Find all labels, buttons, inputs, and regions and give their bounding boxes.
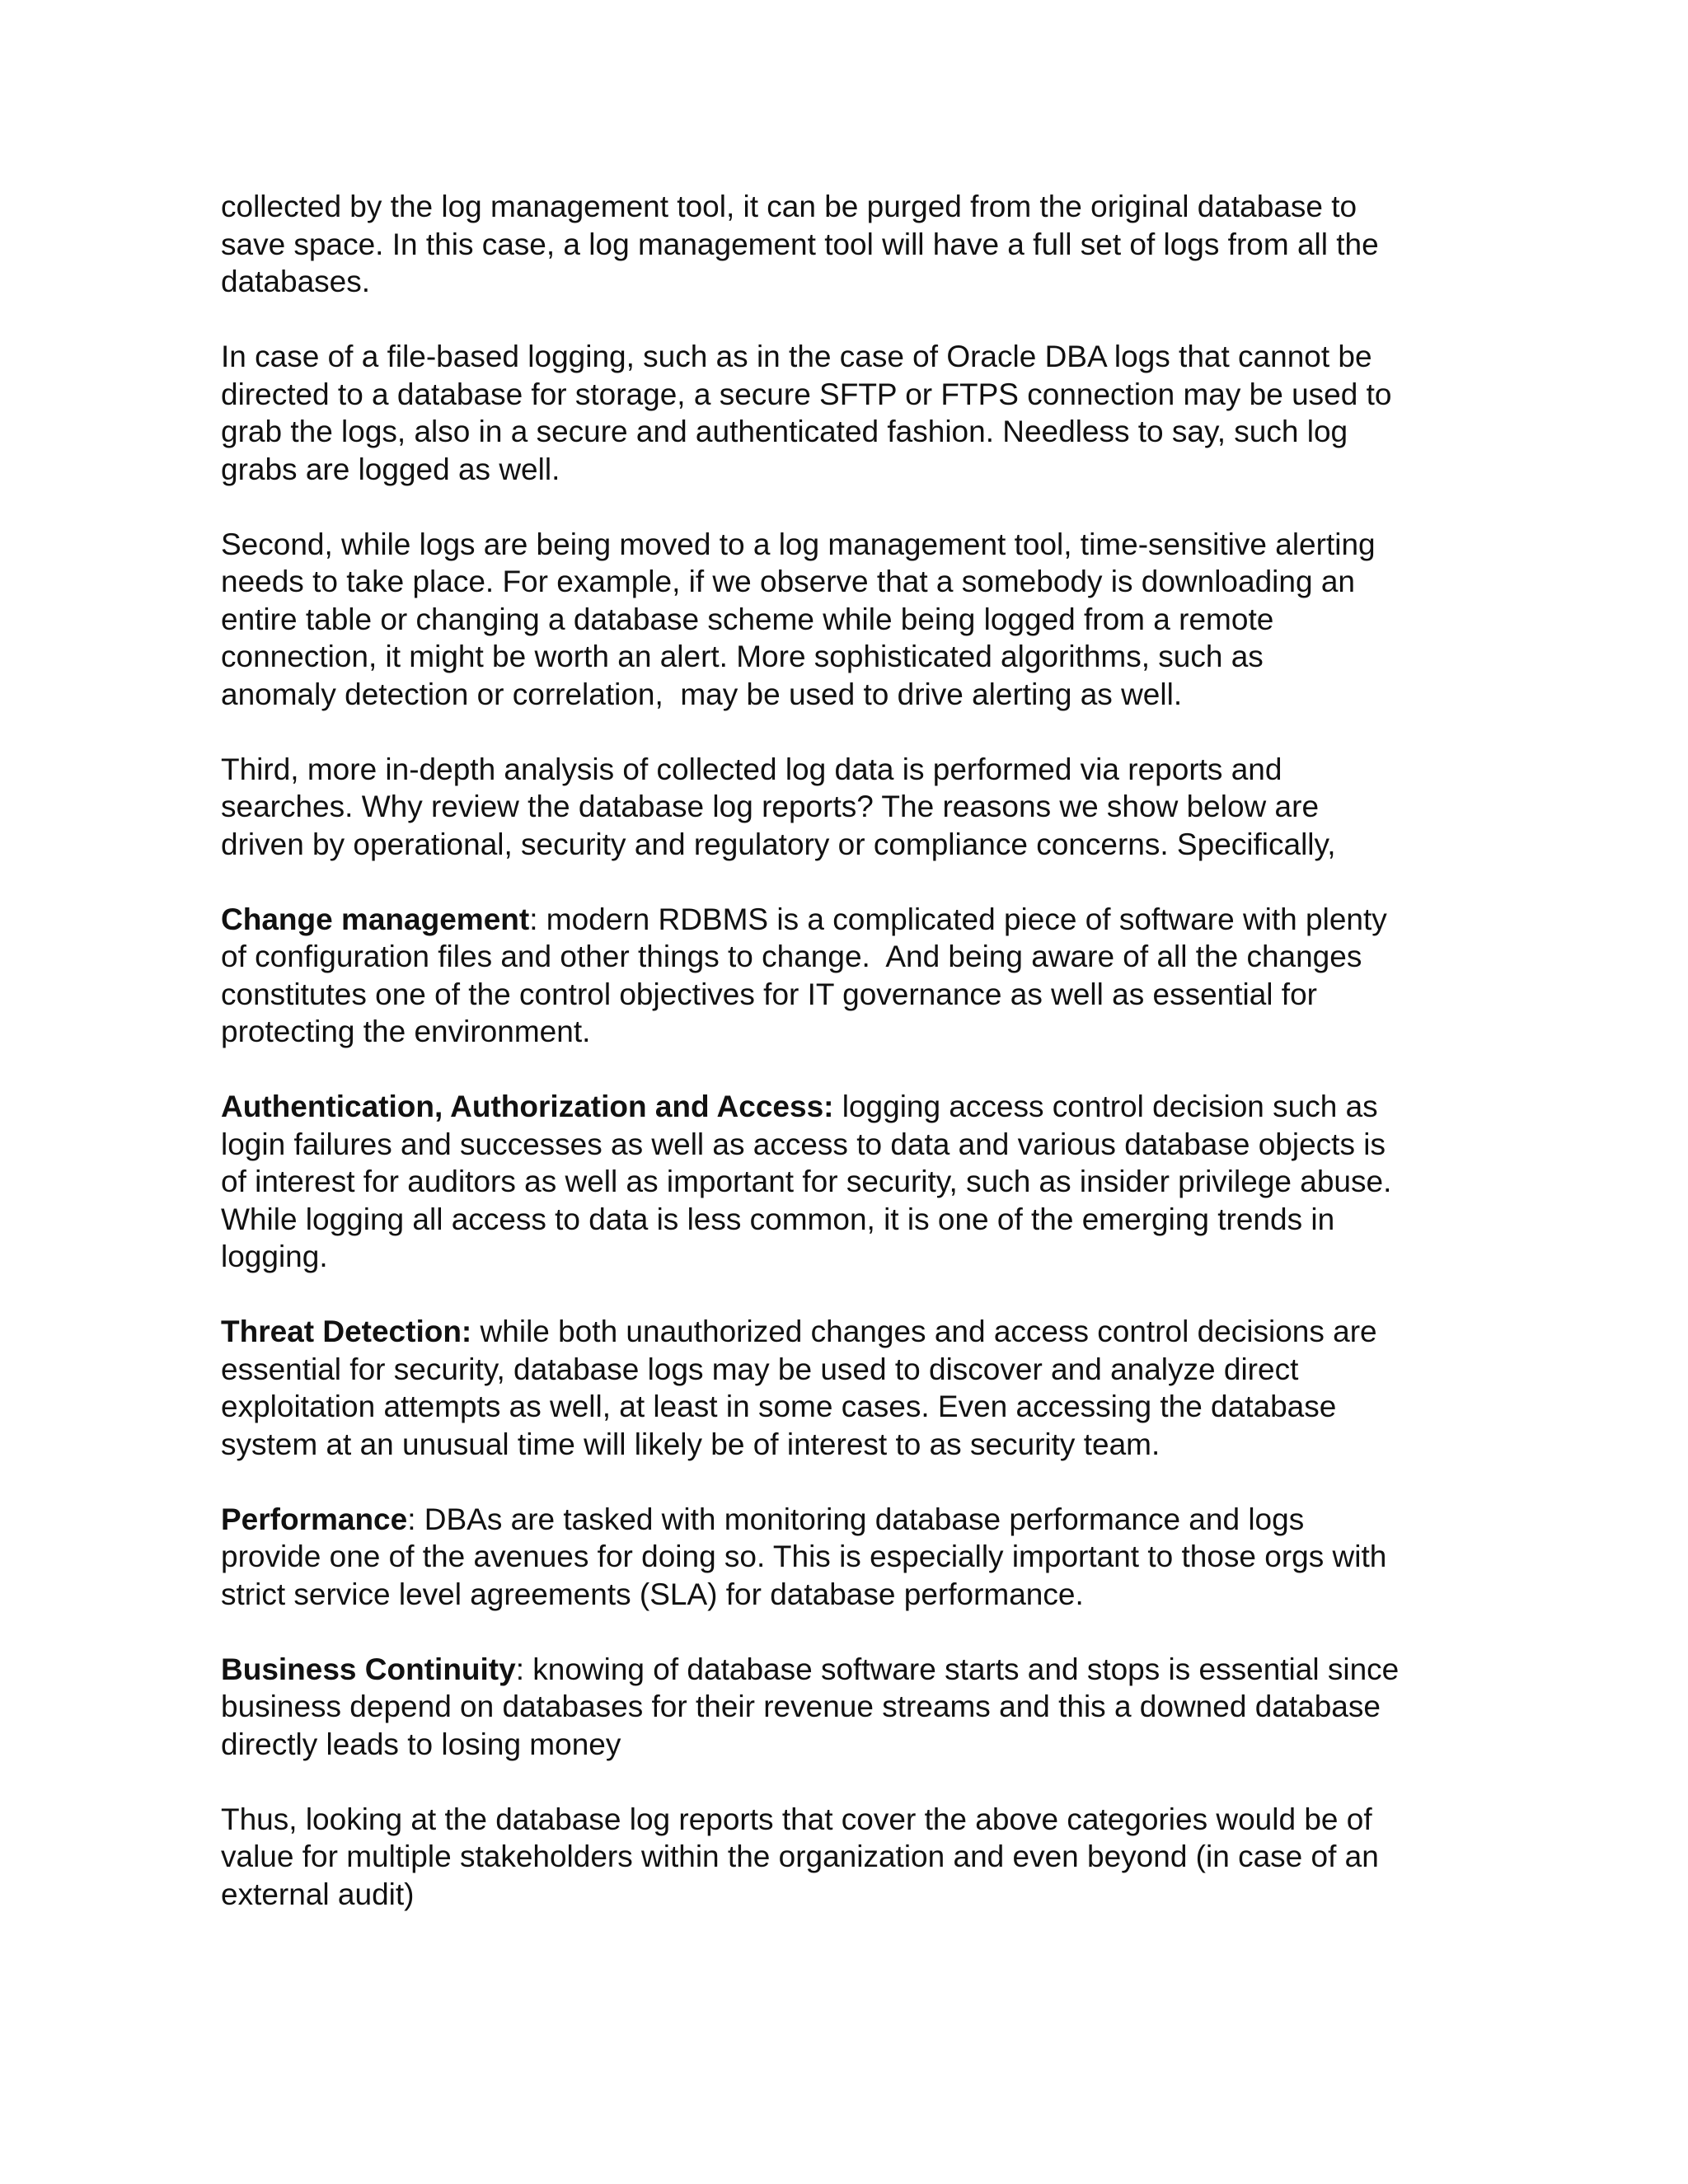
term-heading: Change management bbox=[221, 902, 530, 936]
term-heading: Performance bbox=[221, 1502, 408, 1536]
paragraph-performance bbox=[221, 1501, 1490, 1614]
paragraph-alerting bbox=[221, 526, 1490, 714]
text-line: constitutes one of the control objectives for IT governance as well as essential for bbox=[221, 977, 1317, 1011]
paragraph-authentication bbox=[221, 1088, 1490, 1276]
text-line: external audit) bbox=[221, 1877, 415, 1911]
text-line: driven by operational, security and regulatory or compliance concerns. Specifically, bbox=[221, 827, 1336, 861]
text-line: save space. In this case, a log management tool will have a full set of logs from all the bbox=[221, 227, 1379, 261]
text-line: system at an unusual time will likely be of interest to as security team. bbox=[221, 1427, 1160, 1461]
text-line: Third, more in-depth analysis of collected log data is performed via reports and bbox=[221, 752, 1282, 786]
term-heading: Threat Detection: bbox=[221, 1315, 472, 1348]
text-line: of configuration files and other things to change. And being aware of all the changes bbox=[221, 940, 1362, 973]
paragraph-threat-detection bbox=[221, 1313, 1490, 1463]
text-line: databases. bbox=[221, 265, 371, 298]
text-line: grab the logs, also in a secure and authenticated fashion. Needless to say, such log bbox=[221, 415, 1348, 448]
text-line: essential for security, database logs may be used to discover and analyze direct bbox=[221, 1352, 1299, 1386]
text-line: entire table or changing a database scheme while being logged from a remote bbox=[221, 602, 1274, 636]
text-line: directly leads to losing money bbox=[221, 1727, 621, 1761]
text-line bbox=[221, 1501, 1490, 1539]
term-description: while both unauthorized changes and access control decisions are bbox=[471, 1315, 1377, 1348]
paragraph-conclusion bbox=[221, 1801, 1490, 1914]
text-line: searches. Why review the database log reports? The reasons we show below are bbox=[221, 790, 1320, 823]
text-line: exploitation attempts as well, at least in some cases. Even accessing the database bbox=[221, 1390, 1337, 1423]
text-line: login failures and successes as well as access to data and various database objects is bbox=[221, 1127, 1386, 1161]
term-heading: Authentication, Authorization and Access: bbox=[221, 1090, 834, 1123]
text-line bbox=[221, 1651, 1490, 1689]
text-line: In case of a file-based logging, such as in the case of Oracle DBA logs that cannot be bbox=[221, 340, 1372, 373]
text-line: value for multiple stakeholders within the organization and even beyond (in case of an bbox=[221, 1840, 1379, 1873]
text-line: of interest for auditors as well as important for security, such as insider privilege abuse. bbox=[221, 1165, 1392, 1198]
text-line: protecting the environment. bbox=[221, 1015, 591, 1048]
text-line: provide one of the avenues for doing so. This is especially important to those orgs with bbox=[221, 1540, 1387, 1573]
text-line bbox=[221, 1088, 1490, 1126]
text-line: logging. bbox=[221, 1240, 328, 1273]
document-body bbox=[221, 188, 1490, 1913]
paragraph-file-based-logging bbox=[221, 338, 1490, 488]
text-line bbox=[221, 1313, 1490, 1351]
term-heading: Business Continuity bbox=[221, 1652, 516, 1686]
text-line: directed to a database for storage, a secure SFTP or FTPS connection may be used to bbox=[221, 377, 1392, 411]
paragraph-change-management bbox=[221, 901, 1490, 1051]
text-line: While logging all access to data is less common, it is one of the emerging trends in bbox=[221, 1202, 1335, 1236]
text-line: strict service level agreements (SLA) for database performance. bbox=[221, 1577, 1084, 1611]
text-line: collected by the log management tool, it can be purged from the original database to bbox=[221, 190, 1357, 223]
paragraph-business-continuity bbox=[221, 1651, 1490, 1764]
text-line bbox=[221, 901, 1490, 939]
text-line: anomaly detection or correlation, may be used to drive alerting as well. bbox=[221, 677, 1183, 711]
text-line: Second, while logs are being moved to a log management tool, time-sensitive alerting bbox=[221, 527, 1376, 561]
text-line: business depend on databases for their revenue streams and this a downed database bbox=[221, 1690, 1381, 1723]
text-line: needs to take place. For example, if we observe that a somebody is downloading an bbox=[221, 565, 1355, 598]
text-line: connection, it might be worth an alert. More sophisticated algorithms, such as bbox=[221, 640, 1264, 673]
text-line: Thus, looking at the database log reports that cover the above categories would be of bbox=[221, 1802, 1372, 1836]
text-line: grabs are logged as well. bbox=[221, 452, 560, 486]
term-description: : DBAs are tasked with monitoring database performance and logs bbox=[407, 1502, 1305, 1536]
paragraph-analysis bbox=[221, 751, 1490, 864]
term-description: : knowing of database software starts and stops is essential since bbox=[515, 1652, 1400, 1686]
term-description: : modern RDBMS is a complicated piece of software with plenty bbox=[529, 902, 1387, 936]
term-description: logging access control decision such as bbox=[833, 1090, 1378, 1123]
paragraph-log-purge bbox=[221, 188, 1490, 301]
